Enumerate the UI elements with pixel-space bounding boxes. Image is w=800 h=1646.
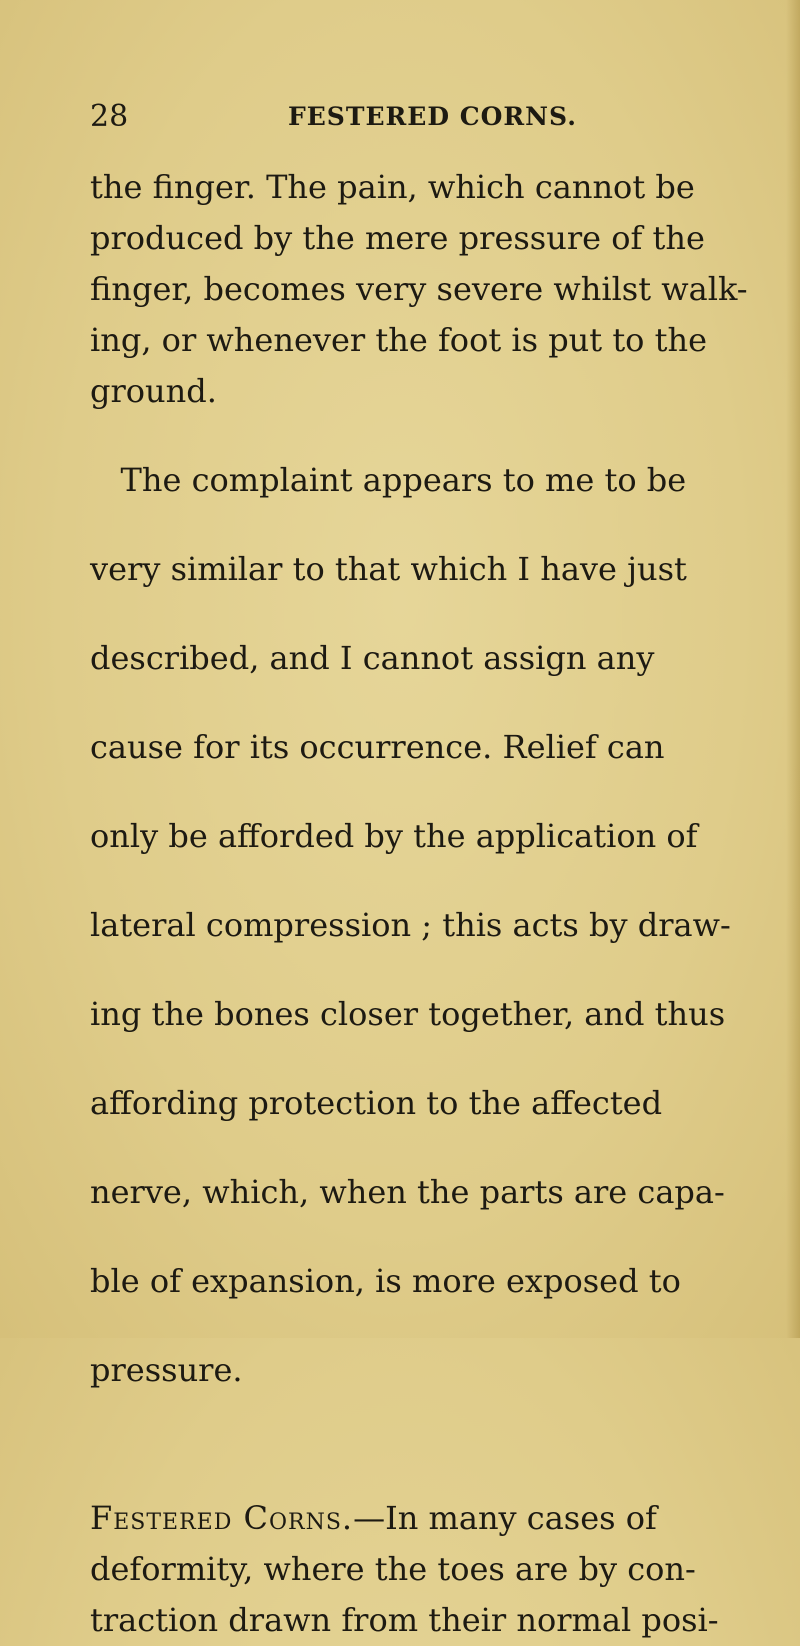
running-header xyxy=(90,92,710,142)
paragraph-gap xyxy=(90,1434,720,1493)
text-line: pressure. xyxy=(90,1351,243,1389)
page-number: 28 xyxy=(90,99,129,134)
text-line: nerve, which, when the parts are capa- xyxy=(90,1173,725,1211)
text-line: ing the bones closer together, and thus xyxy=(90,995,726,1033)
section-first-line xyxy=(90,1493,720,1544)
page-edge-shadow xyxy=(786,0,800,1338)
paragraph-2 xyxy=(90,417,731,1434)
text-line: very similar to that which I have just xyxy=(90,550,687,588)
text-line: ble of expansion, is more exposed to xyxy=(90,1262,681,1300)
paragraph-3 xyxy=(90,1493,720,1646)
text-line: cause for its occurrence. Relief can xyxy=(90,728,665,766)
text-line: The complaint appears to me to be xyxy=(90,461,687,499)
section-first-line-text: —In many cases of xyxy=(353,1499,657,1537)
text-line: the finger. The pain, which cannot be xyxy=(90,168,695,206)
body-text xyxy=(90,162,748,1646)
running-title: FESTERED CORNS. xyxy=(288,102,577,131)
paragraph-1 xyxy=(90,162,748,417)
text-line: only be afforded by the application of xyxy=(90,817,698,855)
text-line: lateral compression ; this acts by draw- xyxy=(90,906,731,944)
text-line: finger, becomes very severe whilst walk- xyxy=(90,270,748,308)
text-line: affording protection to the affected xyxy=(90,1084,663,1122)
text-line: ground. xyxy=(90,372,217,410)
text-line: described, and I cannot assign any xyxy=(90,639,655,677)
text-line: traction drawn from their normal posi- xyxy=(90,1601,719,1639)
text-line: ing, or whenever the foot is put to the xyxy=(90,321,708,359)
section-heading: Festered Corns. xyxy=(90,1499,354,1537)
text-line: deformity, where the toes are by con- xyxy=(90,1550,696,1588)
text-line: produced by the mere pressure of the xyxy=(90,219,705,257)
